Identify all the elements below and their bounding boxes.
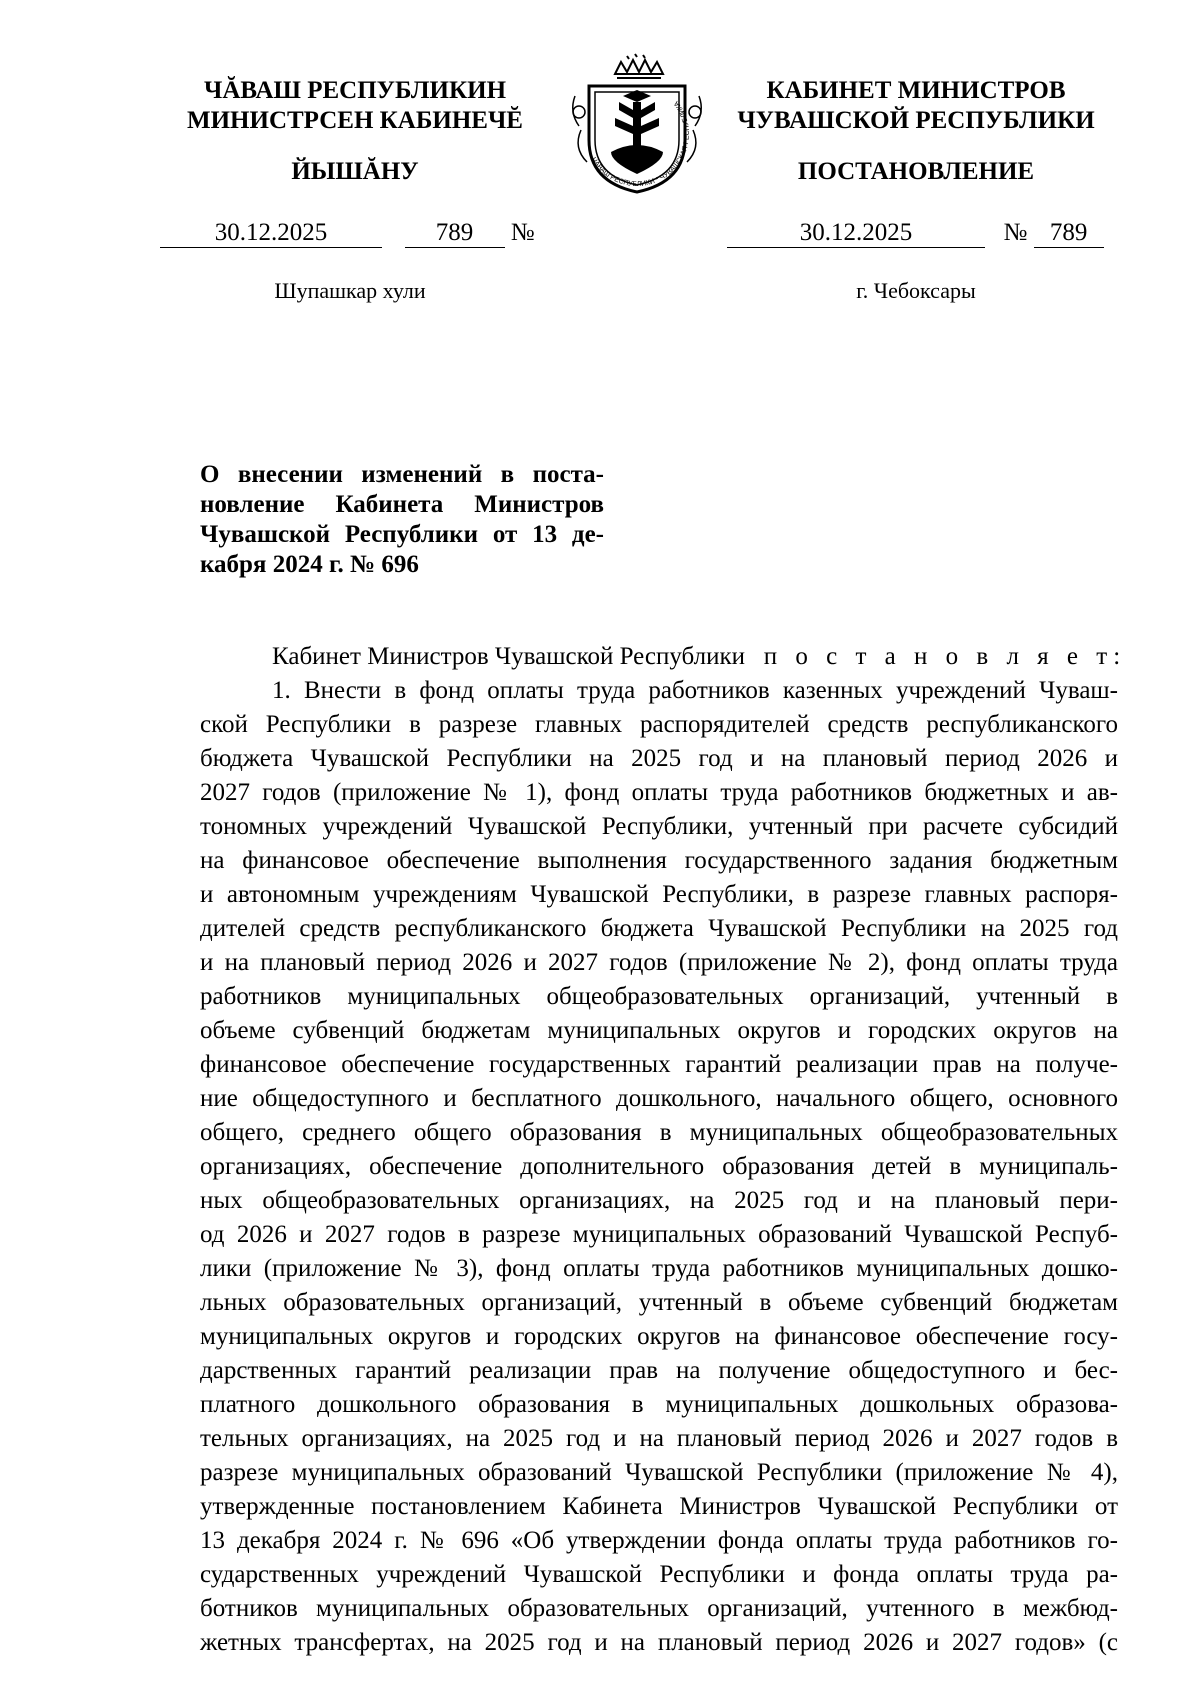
body-line: 13 декабря 2024 г. № 696 «Об утверждении фонда оплаты труда работников го- [200, 1527, 1118, 1554]
body-line: 2027 годов (приложение № 1), фонд оплаты труда работников бюджетных и ав- [200, 779, 1118, 806]
header-left-line2: МИНИСТРСЕН КАБИНЕЧĔ [187, 107, 523, 134]
coat-of-arms-icon [567, 52, 707, 197]
header-right-line1: КАБИНЕТ МИНИСТРОВ [766, 77, 1066, 104]
body-line: ных общеобразовательных организациях, на 2025 год и на плановый пери- [200, 1187, 1118, 1214]
emblem-ring-text: ЧĂВАШ РЕСПУБЛИКИ * ЧУВАШСКАЯ РЕСПУБЛИКА [589, 99, 692, 189]
header-right-number: 789 [1034, 219, 1104, 248]
subject-line: новление Кабинета Министров [200, 491, 604, 518]
header-right-city: г. Чебоксары [856, 278, 976, 303]
body-line: платного дошкольного образования в муниципальных дошкольных образова- [200, 1391, 1118, 1418]
header-left-city: Шупашкар хули [274, 278, 426, 303]
body-line: ботников муниципальных образовательных организаций, учтенного в межбюд- [200, 1595, 1118, 1622]
body-line: лики (приложение № 3), фонд оплаты труда работников муниципальных дошко- [200, 1255, 1118, 1282]
header-right-line2: ЧУВАШСКОЙ РЕСПУБЛИКИ [737, 107, 1095, 134]
header-right-number-line [727, 218, 1104, 248]
header-left-line1: ЧĂВАШ РЕСПУБЛИКИН [203, 77, 507, 104]
header-left-doc-type: ЙЫШĂНУ [291, 158, 419, 185]
header-right-date: 30.12.2025 [727, 219, 985, 248]
header-left-number-sign: № [510, 219, 535, 246]
subject-line: О внесении изменений в поста- [200, 461, 604, 488]
header-left-title [170, 76, 540, 136]
body-line: и на плановый период 2026 и 2027 годов (приложение № 2), фонд оплаты труда [200, 949, 1118, 976]
preamble [200, 640, 1127, 674]
body-line: дителей средств республиканского бюджета Чувашской Республики на 2025 год [200, 915, 1118, 942]
body-line: ской Республики в разрезе главных распорядителей средств республиканского [200, 711, 1118, 738]
body-line: муниципальных округов и городских округов на финансовое обеспечение госу- [200, 1323, 1118, 1350]
document-subject [200, 460, 604, 580]
body-line: организациях, обеспечение дополнительного образования детей в муниципаль- [200, 1153, 1118, 1180]
body-line: од 2026 и 2027 годов в разрезе муниципальных образований Чувашской Респуб- [200, 1221, 1118, 1248]
body-line: 1. Внести в фонд оплаты труда работников казенных учреждений Чуваш- [272, 677, 1118, 704]
body-line: дарственных гарантий реализации прав на получение общедоступного и бес- [200, 1357, 1118, 1384]
subject-line: кабря 2024 г. № 696 [200, 551, 419, 578]
header-left-number-line [160, 218, 535, 248]
body-line: бюджета Чувашской Республики на 2025 год и на плановый период 2026 и [200, 745, 1118, 772]
preamble-verb: п о с т а н о в л я е т: [763, 643, 1127, 670]
body-line: на финансовое обеспечение выполнения государственного задания бюджетным [200, 847, 1118, 874]
header-right-title [716, 76, 1116, 136]
body-line: объеме субвенций бюджетам муниципальных округов и городских округов на [200, 1017, 1118, 1044]
document-body [200, 640, 1127, 1660]
body-line: разрезе муниципальных образований Чувашской Республики (приложение № 4), [200, 1459, 1118, 1486]
body-line: льных образовательных организаций, учтенный в объеме субвенций бюджетам [200, 1289, 1118, 1316]
body-line: утвержденные постановлением Кабинета Министров Чувашской Республики от [200, 1493, 1118, 1520]
body-line: работников муниципальных общеобразовательных организаций, учтенный в [200, 983, 1118, 1010]
body-line: тельных организациях, на 2025 год и на плановый период 2026 и 2027 годов в [200, 1425, 1118, 1452]
body-line: жетных трансфертах, на 2025 год и на плановый период 2026 и 2027 годов» (с [200, 1629, 1118, 1656]
preamble-start: Кабинет Министров Чувашской Республики [272, 643, 746, 670]
body-line: и автономным учреждениям Чувашской Республики, в разрезе главных распоря- [200, 881, 1118, 908]
body-line: финансовое обеспечение государственных гарантий реализации прав на получе- [200, 1051, 1118, 1078]
header-left-date: 30.12.2025 [160, 219, 382, 248]
body-line: ние общедоступного и бесплатного дошкольного, начального общего, основного [200, 1085, 1118, 1112]
header-right-number-sign: № [1003, 219, 1028, 246]
body-line: сударственных учреждений Чувашской Республики и фонда оплаты труда ра- [200, 1561, 1118, 1588]
body-line: тономных учреждений Чувашской Республики, учтенный при расчете субсидий [200, 813, 1118, 840]
body-line: общего, среднего общего образования в муниципальных общеобразовательных [200, 1119, 1118, 1146]
header-left-number: 789 [405, 219, 505, 248]
header-right-doc-type: ПОСТАНОВЛЕНИЕ [797, 158, 1035, 185]
subject-line: Чувашской Республики от 13 де- [200, 521, 604, 548]
